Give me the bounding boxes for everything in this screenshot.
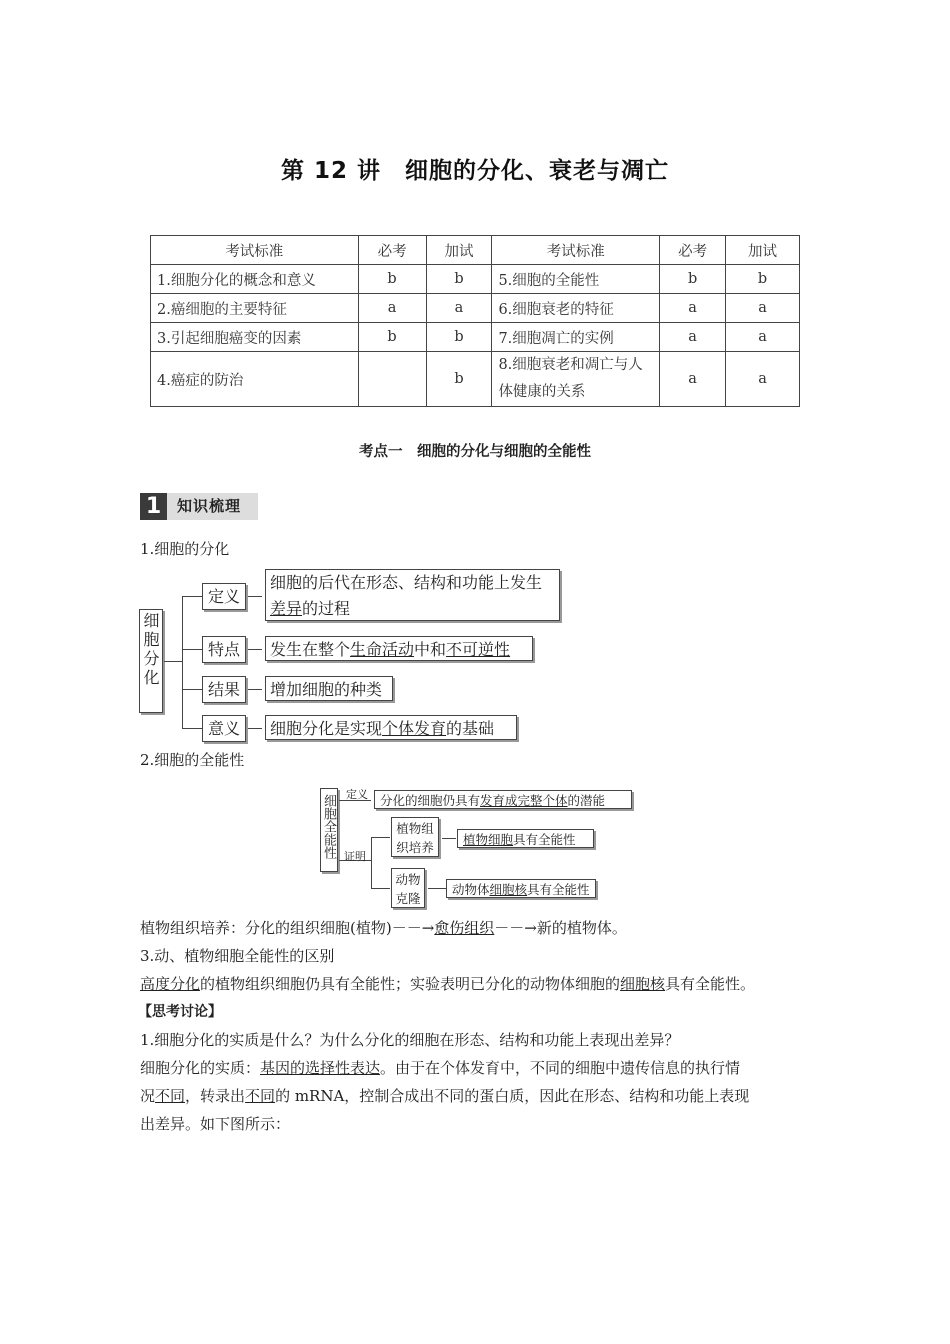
totip-definition-text: 分化的细胞仍具有	[380, 793, 481, 808]
totip-root-box: 细胞全能性	[320, 788, 338, 872]
diff-label-significance: 意义	[202, 715, 246, 742]
table-cell: a	[660, 294, 726, 323]
table-cell: a	[660, 323, 726, 352]
discussion-label: 【思考讨论】	[138, 1004, 222, 1020]
table-cell: a	[726, 323, 800, 352]
animal-result-box	[446, 879, 596, 898]
table-cell: b	[426, 352, 492, 407]
totip-definition-box	[374, 790, 632, 809]
table-row	[151, 294, 800, 323]
connector-line	[182, 596, 202, 597]
diff-label-result: 结果	[202, 676, 246, 703]
answer-text: 况	[140, 1087, 156, 1105]
plant-culture-text: －－→新的植物体。	[494, 919, 627, 937]
answer-text: 细胞分化的实质：	[140, 1059, 261, 1077]
totip-def-label: 定义	[346, 788, 368, 801]
underlined-answer: 细胞核	[620, 975, 666, 993]
animal-clone-box: 动物克隆	[391, 868, 425, 908]
discussion-answer-line2	[140, 1086, 749, 1106]
underlined-answer: 细胞核	[489, 882, 528, 897]
underlined-answer: 不可逆性	[446, 640, 511, 659]
underlined-answer: 个体发育	[382, 719, 447, 738]
table-cell: b	[426, 323, 492, 352]
underlined-answer: 高度分化	[140, 975, 201, 993]
connector-line	[182, 649, 202, 650]
answer-text: 的 mRNA，控制合成出不同的蛋白质，因此在形态、结构和功能上表现	[275, 1087, 750, 1105]
diff-feature-text: 发生在整个	[270, 640, 351, 659]
table-cell: 3.引起细胞癌变的因素	[151, 323, 359, 352]
totip-proof-label: 证明	[344, 850, 366, 863]
totip-definition-text: 的潜能	[567, 793, 606, 808]
table-cell: 1.细胞分化的概念和意义	[151, 265, 359, 294]
connector-line	[164, 661, 182, 662]
discussion-answer-line3: 出差异。如下图所示：	[140, 1115, 291, 1133]
diff-label-feature: 特点	[202, 636, 246, 663]
table-header: 必考	[660, 236, 726, 265]
totip-heading: 2.细胞的全能性	[140, 751, 245, 769]
animal-result-text: 动物体	[452, 882, 490, 897]
plant-culture-box: 植物组织培养	[391, 817, 439, 857]
table-cell: a	[358, 294, 426, 323]
diff-heading: 1.细胞的分化	[140, 540, 230, 558]
discussion-question: 1.细胞分化的实质是什么？为什么分化的细胞在形态、结构和功能上表现出差异？	[140, 1031, 680, 1049]
table-header: 考试标准	[492, 236, 660, 265]
connector-line	[371, 837, 372, 888]
table-header: 考试标准	[151, 236, 359, 265]
knowledge-banner	[140, 493, 258, 520]
connector-line	[182, 689, 202, 690]
underlined-answer: 不同	[245, 1087, 276, 1105]
answer-text: 。由于在个体发育中，不同的细胞中遗传信息的执行情	[380, 1059, 741, 1077]
plant-culture-line	[140, 918, 627, 938]
diff-label-definition: 定义	[202, 583, 246, 610]
connector-line	[248, 649, 262, 650]
table-cell: b	[426, 265, 492, 294]
diff-significance-box	[265, 715, 517, 740]
table-row	[151, 265, 800, 294]
table-cell: 6.细胞衰老的特征	[492, 294, 660, 323]
connector-line	[248, 728, 262, 729]
diff-root-box: 细胞分化	[139, 609, 163, 713]
discussion-answer-line1	[140, 1058, 740, 1078]
diff3-body: 的植物组织细胞仍具有全能性；实验表明已分化的动物体细胞的	[200, 975, 621, 993]
diff3-body: 具有全能性。	[665, 975, 756, 993]
page-title: 第 12 讲 细胞的分化、衰老与凋亡	[280, 158, 670, 184]
underlined-answer: 细胞	[488, 832, 514, 847]
table-cell: 5.细胞的全能性	[492, 265, 660, 294]
underlined-answer: 植物	[463, 832, 489, 847]
standards-table	[150, 235, 800, 407]
animal-result-text: 具有全能性	[527, 882, 590, 897]
diff-significance-text: 的基础	[446, 719, 495, 738]
table-cell: 7.细胞凋亡的实例	[492, 323, 660, 352]
underlined-answer: 差异	[270, 599, 303, 618]
diff-definition-text: 细胞的后代在形态、结构和功能上发生	[270, 573, 543, 592]
diff-result-box: 增加细胞的种类	[265, 676, 393, 701]
section-title: 考点一 细胞的分化与细胞的全能性	[359, 444, 591, 460]
plant-result-text: 具有全能性	[513, 832, 576, 847]
banner-number: 1	[140, 493, 167, 520]
table-header: 必考	[358, 236, 426, 265]
table-cell	[358, 352, 426, 407]
underlined-answer: 愈伤组织	[434, 919, 495, 937]
connector-line	[428, 888, 446, 889]
connector-line	[182, 596, 183, 728]
connector-line	[371, 888, 390, 889]
table-cell: a	[726, 294, 800, 323]
table-cell: 2.癌细胞的主要特征	[151, 294, 359, 323]
table-row	[151, 352, 800, 407]
table-cell: a	[426, 294, 492, 323]
table-header-row	[151, 236, 800, 265]
connector-line	[182, 728, 202, 729]
table-cell: b	[358, 323, 426, 352]
diff-significance-text: 细胞分化是实现	[270, 719, 383, 738]
diff-definition-box	[265, 569, 560, 621]
underlined-answer: 生命活动	[350, 640, 415, 659]
diff3-text	[140, 974, 755, 994]
banner-label: 知识梳理	[177, 497, 242, 515]
plant-result-box	[457, 829, 594, 848]
table-header: 加试	[426, 236, 492, 265]
connector-line	[248, 596, 262, 597]
diff3-heading: 3.动、植物细胞全能性的区别	[140, 947, 335, 965]
table-cell: b	[358, 265, 426, 294]
connector-line	[371, 837, 390, 838]
underlined-answer: 不同	[155, 1087, 186, 1105]
diff-feature-box	[265, 636, 533, 661]
underlined-answer: 基因的选择性表达	[260, 1059, 381, 1077]
table-cell: b	[660, 265, 726, 294]
underlined-answer: 发育成完整个体	[480, 793, 568, 808]
table-cell: 8.细胞衰老和凋亡与人体健康的关系	[492, 352, 660, 407]
table-header: 加试	[726, 236, 800, 265]
plant-culture-text: 植物组织培养：分化的组织细胞(植物)－－→	[140, 919, 435, 937]
table-cell: a	[660, 352, 726, 407]
answer-text: ，转录出	[185, 1087, 246, 1105]
diff-feature-text: 中和	[414, 640, 447, 659]
table-cell: a	[726, 352, 800, 407]
connector-line	[442, 838, 456, 839]
table-cell: b	[726, 265, 800, 294]
table-row	[151, 323, 800, 352]
connector-line	[248, 689, 262, 690]
diff-definition-text: 的过程	[302, 599, 351, 618]
table-cell: 4.癌症的防治	[151, 352, 359, 407]
